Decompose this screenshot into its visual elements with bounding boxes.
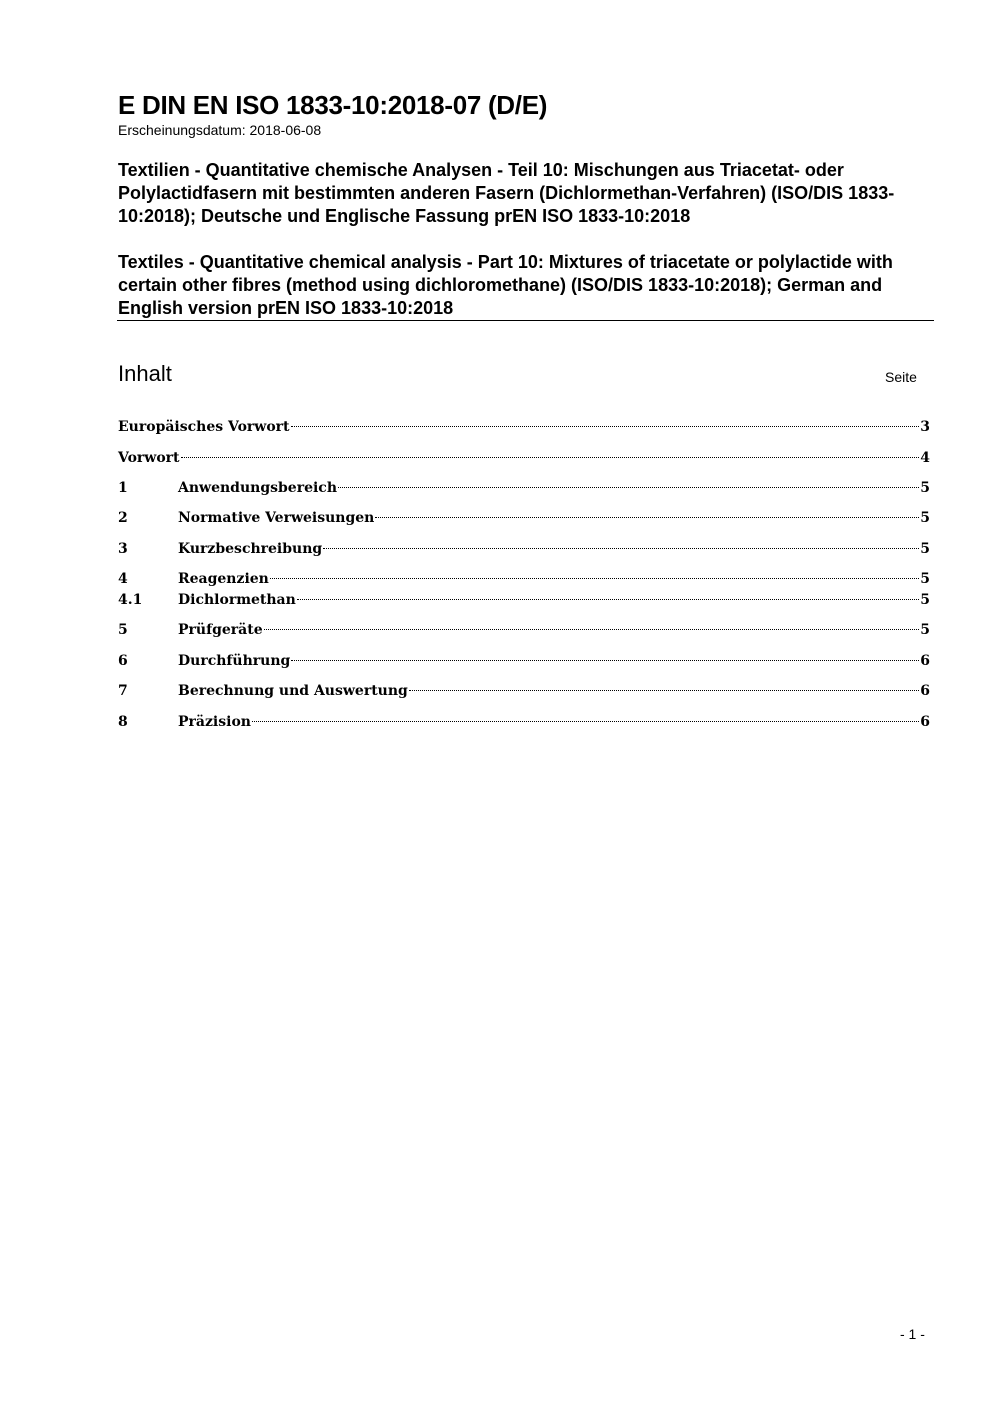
toc-entry-number: 7 [118,683,128,699]
toc-entry-scope[interactable] [118,478,930,498]
toc-entry-label: Prüfgeräte [178,622,263,638]
toc-entry-page: 4 [920,450,930,466]
toc-entry-page: 5 [920,622,930,638]
toc-page-column-label: Seite [885,369,917,385]
toc-entry-precision[interactable] [118,712,930,732]
toc-entry-foreword[interactable] [118,448,930,468]
toc-entry-label: Präzision [178,714,251,730]
toc-leader-dots [264,629,920,630]
toc-entry-reagents[interactable] [118,569,930,589]
toc-entry-summary[interactable] [118,539,930,559]
toc-entry-page: 5 [920,541,930,557]
toc-entry-number: 4 [118,571,128,587]
toc-leader-dots [409,690,919,691]
document-id: E DIN EN ISO 1833-10:2018-07 (D/E) [118,90,548,120]
toc-entry-normative-references[interactable] [118,508,930,528]
toc-entry-label: Durchführung [178,653,291,669]
toc-entry-label: Anwendungsbereich [178,480,337,496]
toc-leader-dots [270,578,919,579]
toc-entry-label: Normative Verweisungen [178,510,375,526]
toc-entry-page: 6 [920,683,930,699]
toc-leader-dots [338,487,919,488]
toc-entry-page: 3 [920,419,930,435]
toc-leader-dots [291,660,919,661]
toc-entry-number: 2 [118,510,128,526]
toc-entry-page: 6 [920,714,930,730]
page-number: - 1 - [900,1326,925,1342]
title-english: Textiles - Quantitative chemical analysis - Part 10: Mixtures of triacetate or polylactide with certain other fibres (method using dichloromethane) (ISO/DIS 1833-10:2018); German and English version prEN ISO 1833-10:2018 [118,252,893,318]
toc-entry-label: Vorwort [118,450,180,466]
toc-entry-calculation[interactable] [118,681,930,701]
toc-leader-dots [375,517,919,518]
toc-entry-european-foreword[interactable] [118,417,930,437]
toc-leader-dots [297,599,919,600]
toc-leader-dots [252,721,919,722]
toc-entry-number: 6 [118,653,128,669]
toc-entry-number: 8 [118,714,128,730]
toc-entry-label: Europäisches Vorwort [118,419,290,435]
title-german: Textilien - Quantitative chemische Analysen - Teil 10: Mischungen aus Triacetat- oder Polylactidfasern mit bestimmten anderen Fasern (Dichlormethan-Verfahren) (ISO/DIS 1833-10:2018); Deutsche und Englische Fassung prEN ISO 1833-10:2018 [118,160,895,226]
toc-entry-number: 3 [118,541,128,557]
toc-entry-procedure[interactable] [118,651,930,671]
toc-heading: Inhalt [118,361,172,386]
toc-entry-label: Dichlormethan [178,592,296,608]
toc-entry-label: Reagenzien [178,571,269,587]
toc-entry-page: 5 [920,592,930,608]
toc-leader-dots [323,548,919,549]
toc-entry-page: 5 [920,510,930,526]
toc-entry-number: 5 [118,622,128,638]
toc-entry-label: Berechnung und Auswertung [178,683,408,699]
toc-entry-apparatus[interactable] [118,620,930,640]
toc-entry-label: Kurzbeschreibung [178,541,323,557]
toc-entry-page: 5 [920,571,930,587]
toc-entry-page: 6 [920,653,930,669]
toc-entry-number: 1 [118,480,128,496]
toc-leader-dots [181,457,920,458]
toc-entry-page: 5 [920,480,930,496]
publication-date: Erscheinungsdatum: 2018-06-08 [118,122,322,138]
toc-entry-dichloromethane[interactable] [118,590,930,610]
title-divider [117,320,934,321]
toc-leader-dots [291,426,920,427]
toc-entry-number: 4.1 [118,592,143,608]
